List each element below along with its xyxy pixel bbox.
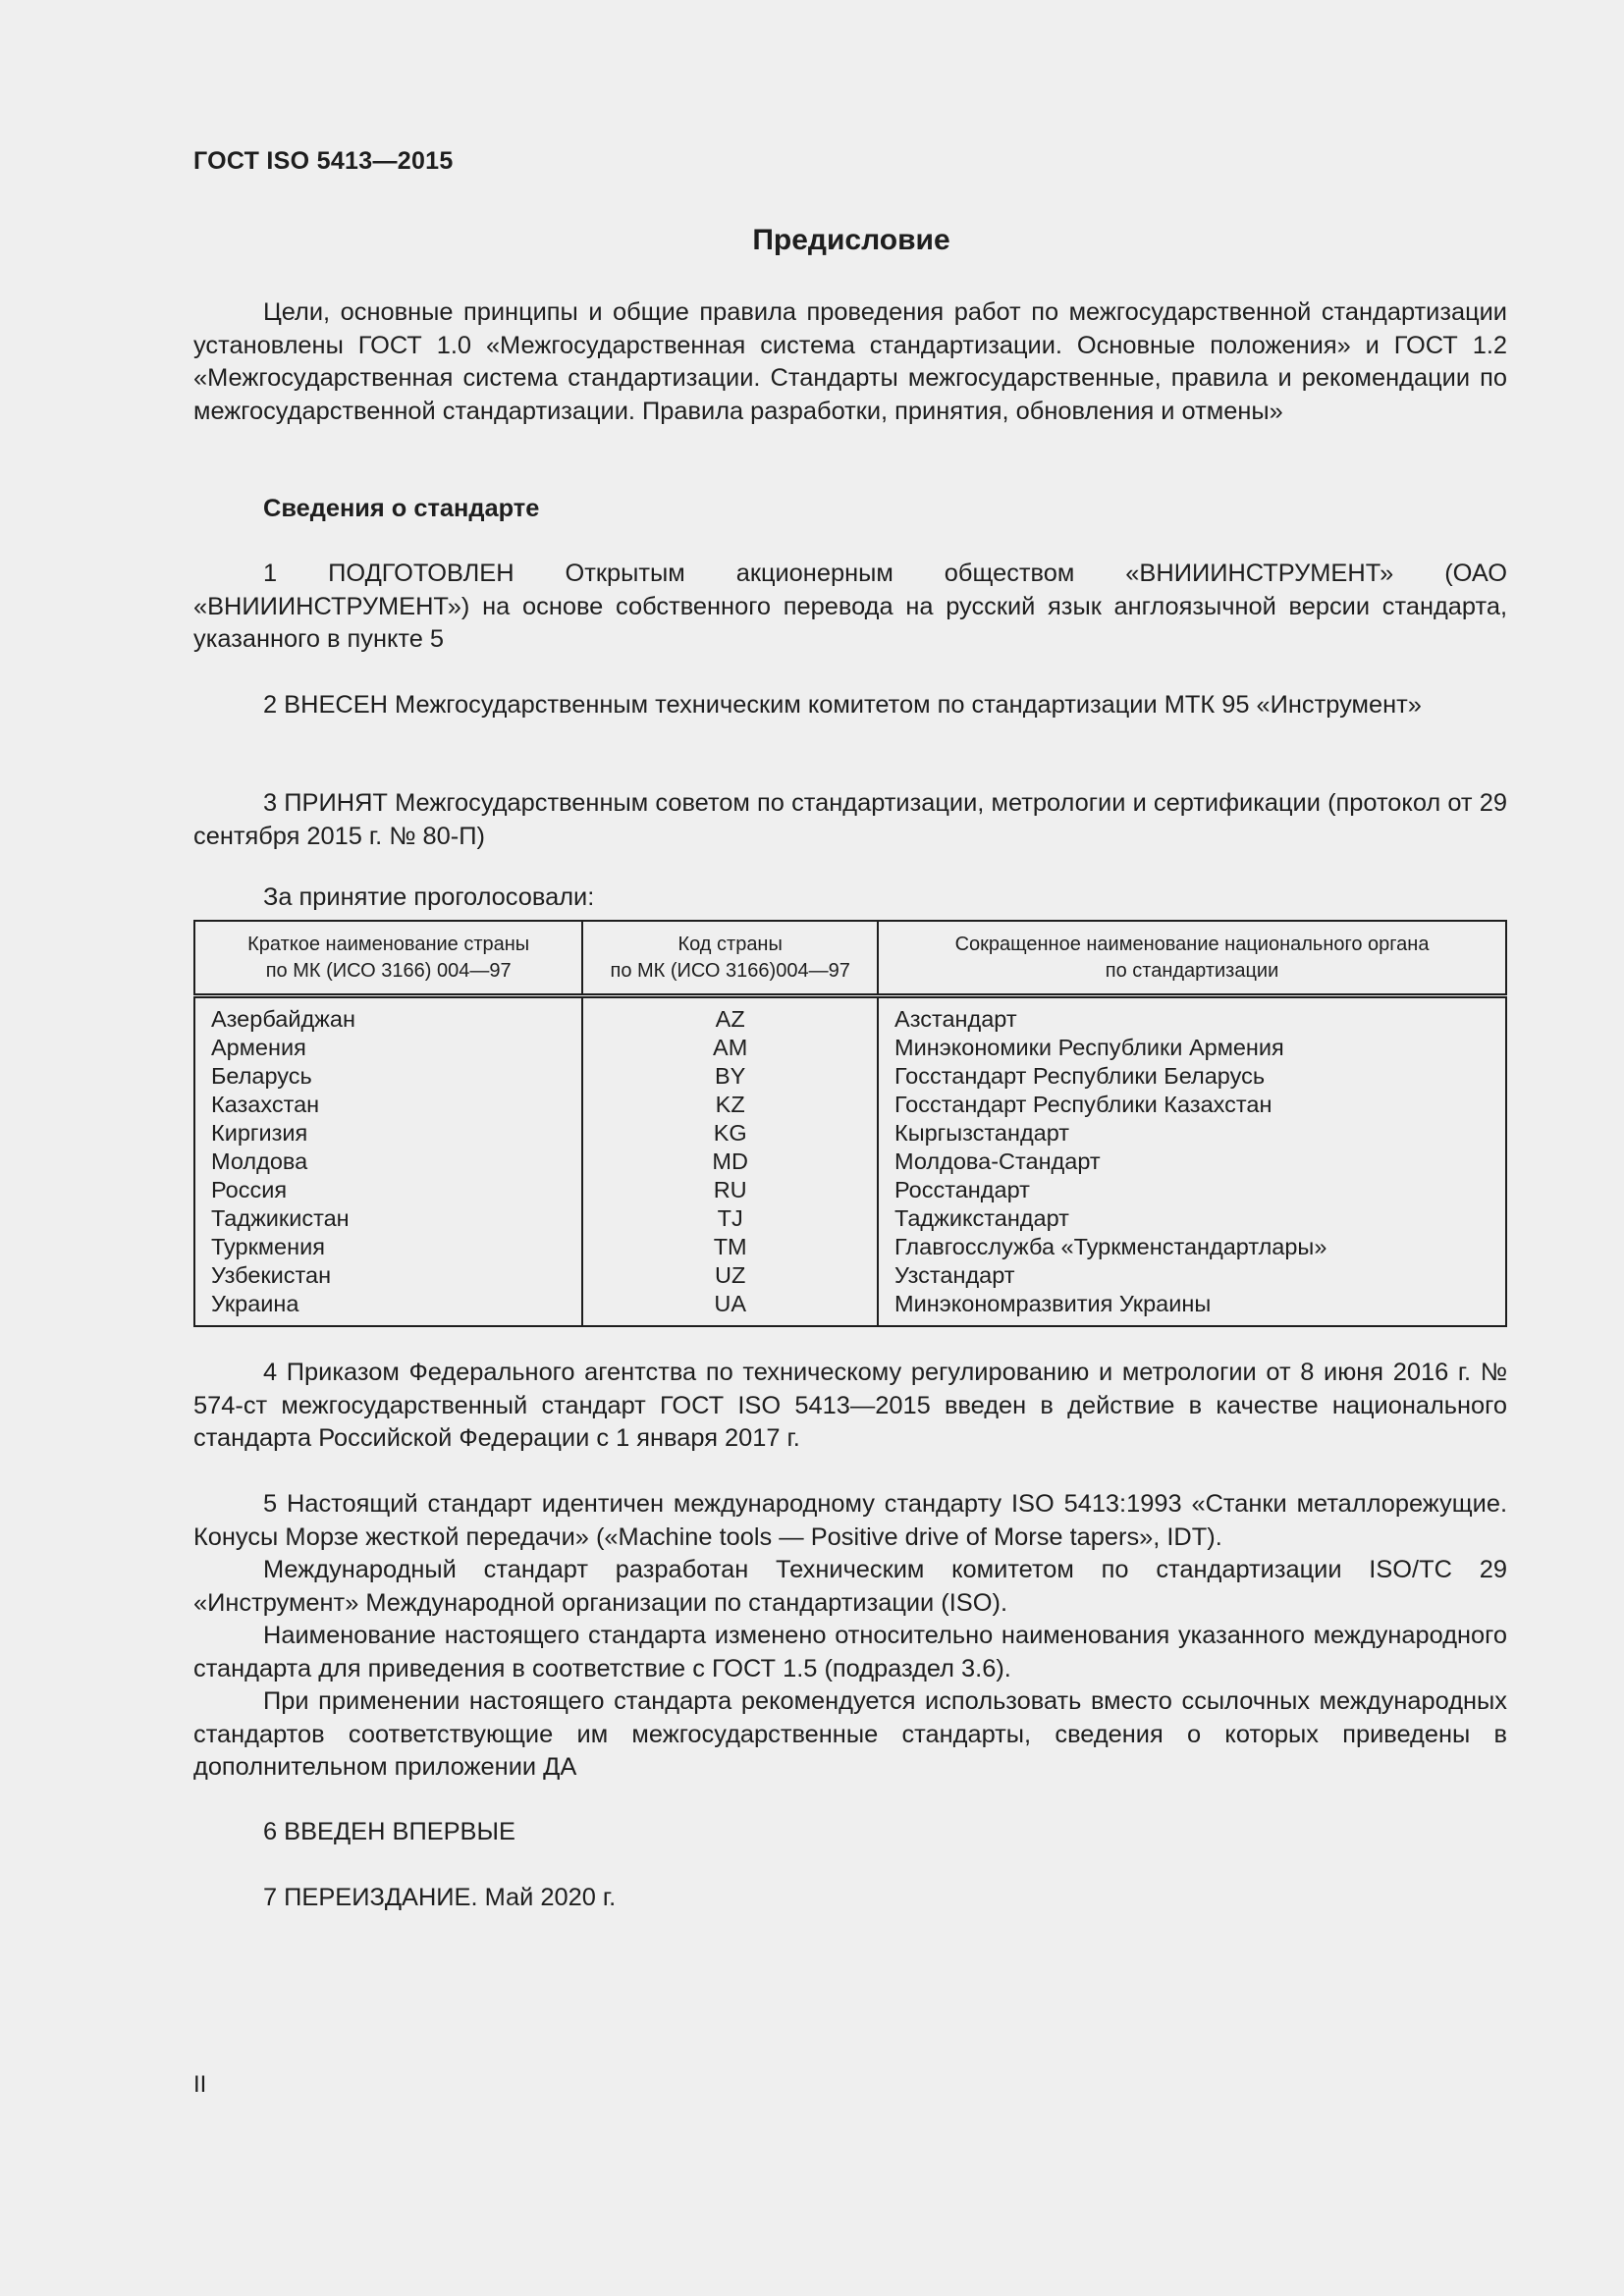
code-cell: TJ [717,1205,743,1231]
header-code [582,921,878,996]
country-cell: Молдова [211,1148,308,1174]
item-1-block [193,558,1507,657]
country-column [194,996,582,1327]
code-cell: AZ [715,1006,745,1032]
country-cell: Украина [211,1291,299,1316]
body-cell: Молдова-Стандарт [894,1148,1101,1174]
intro-section [193,296,1507,428]
header-body-line2: по стандартизации [1105,959,1279,982]
item-6: 6 ВВЕДЕН ВПЕРВЫЕ [263,1818,515,1845]
body-cell: Госстандарт Республики Беларусь [894,1063,1266,1089]
item-6-block [193,1816,1507,1849]
item-7: 7 ПЕРЕИЗДАНИЕ. Май 2020 г. [263,1884,617,1911]
item-4: 4 Приказом Федерального агентства по техническому регулированию и метрологии от 8 июня 2016 г. № 574-ст межгосударственный стандарт ГОСТ ISO 5413—2015 введен в действие в качестве национального стандарта Российской Федерации с 1 января 2017 г. [193,1359,1507,1452]
document-id: ГОСТ ISO 5413—2015 [193,147,454,175]
page-number: II [193,2071,207,2098]
header-body-line1: Сокращенное наименование национального органа [954,933,1430,955]
country-cell: Киргизия [211,1120,308,1146]
body-cell: Азстандарт [894,1006,1017,1032]
country-cell: Туркмения [211,1234,325,1259]
item-1: 1 ПОДГОТОВЛЕН Открытым акционерным обществом «ВНИИИНСТРУМЕНТ» (ОАО «ВНИИИНСТРУМЕНТ») на основе собственного перевода на русский язык англоязычной версии стандарта, указанного в пункте 5 [193,560,1507,653]
item-3-block [193,787,1507,853]
item-5-paragraph: При применении настоящего стандарта рекомендуется использовать вместо ссылочных международных стандартов соответствующие им межгосударственные стандарты, сведения о которых приведены в дополнительном приложении ДА [193,1687,1507,1781]
header-country-line1: Краткое наименование страны [247,933,530,955]
body-cell: Минэкономразвития Украины [894,1291,1212,1316]
item-2-block [193,689,1507,722]
body-cell: Таджикстандарт [894,1205,1069,1231]
header-country-line2: по МК (ИСО 3166) 004—97 [265,959,512,982]
code-cell: UZ [715,1262,746,1288]
code-cell: BY [714,1063,746,1089]
item-5-paragraph: Наименование настоящего стандарта изменено относительно наименования указанного международного стандарта для приведения в соответствие с ГОСТ 1.5 (подраздел 3.6). [193,1622,1507,1682]
item-4-block [193,1357,1507,1456]
body-column [878,996,1506,1327]
country-cell: Азербайджан [211,1006,355,1032]
page-title: Предисловие [752,224,950,256]
header-code-line2: по МК (ИСО 3166)004—97 [610,959,850,982]
code-cell: AM [713,1035,748,1060]
item-2: 2 ВНЕСЕН Межгосударственным техническим комитетом по стандартизации МТК 95 «Инструмент» [263,691,1422,719]
country-cell: Армения [211,1035,306,1060]
body-cell: Главгосслужба «Туркменстандартлары» [894,1234,1327,1259]
code-cell: RU [713,1177,747,1202]
item-5-paragraph: Международный стандарт разработан Техническим комитетом по стандартизации ISO/TC 29 «Инструмент» Международной организации по стандартизации (ISO). [193,1556,1507,1617]
vote-label: За принятие проголосовали: [263,883,595,911]
body-cell: Минэкономики Республики Армения [894,1035,1284,1060]
country-cell: Беларусь [211,1063,312,1089]
country-cell: Россия [211,1177,288,1202]
code-column [582,996,878,1327]
table-header-row [194,921,1506,996]
item-5-block [193,1488,1507,1785]
country-cell: Узбекистан [211,1262,332,1288]
country-cell: Таджикистан [211,1205,350,1231]
header-body [878,921,1506,996]
table-body-row [194,996,1506,1327]
header-code-line1: Код страны [677,933,783,955]
code-cell: KZ [715,1092,745,1117]
item-7-block [193,1882,1507,1915]
votes-table [193,920,1507,1327]
code-cell: UA [714,1291,746,1316]
body-cell: Росстандарт [894,1177,1030,1202]
code-cell: TM [713,1234,747,1259]
item-5-paragraph: 5 Настоящий стандарт идентичен международному стандарту ISO 5413:1993 «Станки металлорежущие. Конусы Морзе жесткой передачи» («Machine tools — Positive drive of Morse tapers», IDT). [193,1490,1507,1551]
code-cell: KG [713,1120,747,1146]
code-cell: MD [712,1148,748,1174]
body-cell: Узстандарт [894,1262,1015,1288]
body-cell: Кыргызстандарт [894,1120,1070,1146]
item-3: 3 ПРИНЯТ Межгосударственным советом по стандартизации, метрологии и сертификации (протокол от 29 сентября 2015 г. № 80-П) [193,789,1507,850]
info-heading: Сведения о стандарте [263,495,540,522]
country-cell: Казахстан [211,1092,320,1117]
intro-paragraph: Цели, основные принципы и общие правила проведения работ по межгосударственной стандартизации установлены ГОСТ 1.0 «Межгосударственная система стандартизации. Основные положения» и ГОСТ 1.2 «Межгосударственная система стандартизации. Стандарты межгосударственные, правила и рекомендации по межгосударственной стандартизации. Правила разработки, принятия, обновления и отмены» [193,298,1507,425]
body-cell: Госстандарт Республики Казахстан [894,1092,1272,1117]
info-heading-block [193,493,1507,526]
header-country [194,921,582,996]
